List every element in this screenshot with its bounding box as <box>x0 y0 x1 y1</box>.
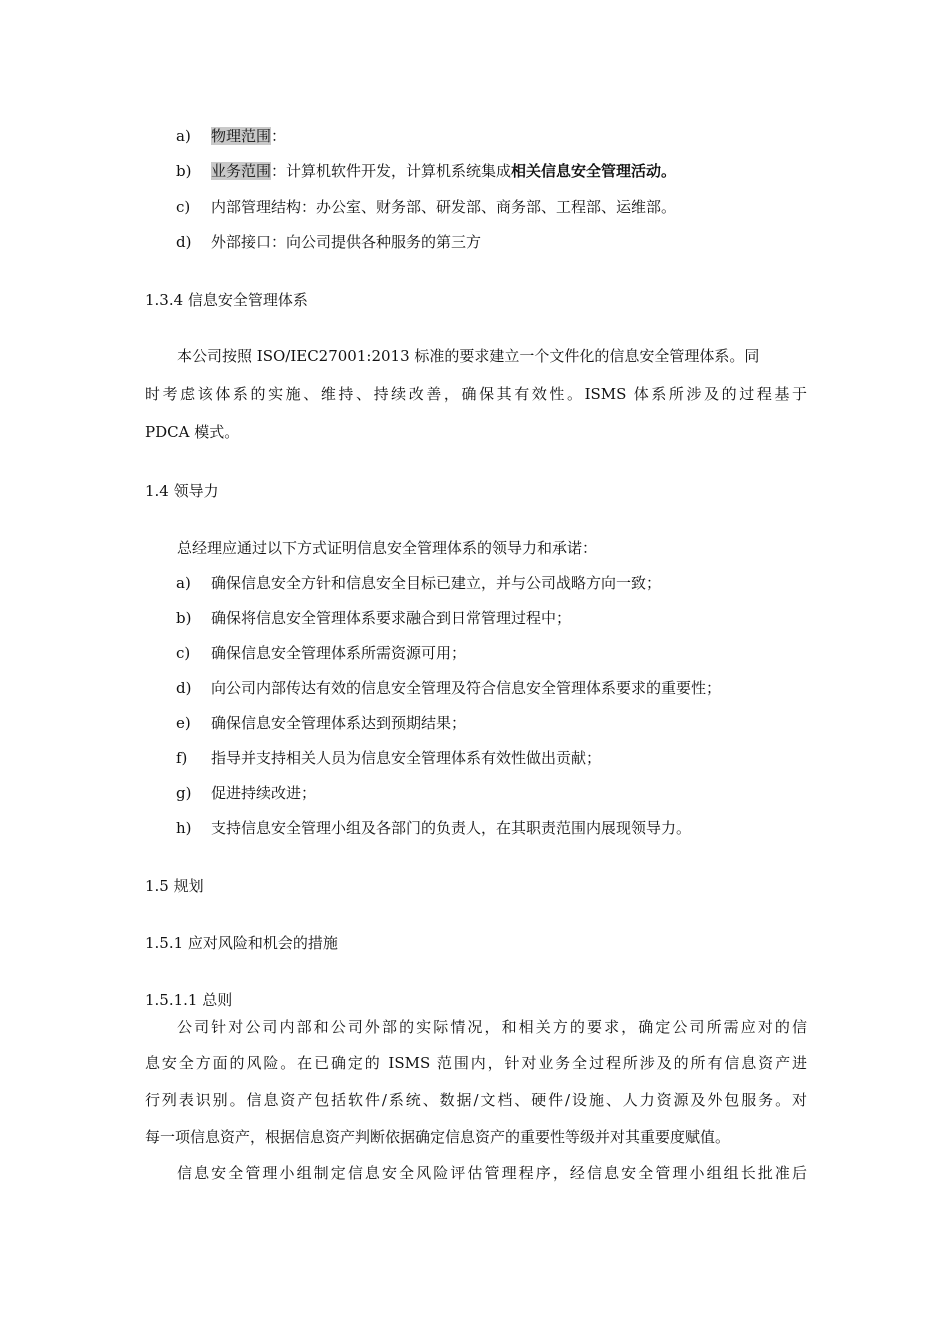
list-label: b) <box>176 609 192 627</box>
section-heading-1-5: 1.5 规划 <box>145 877 204 895</box>
highlighted-term: 业务范围 <box>211 162 272 180</box>
list-text: 确保信息安全管理体系所需资源可用； <box>211 644 467 662</box>
list-label: c) <box>176 198 191 216</box>
list-text: 确保信息安全管理体系达到预期结果； <box>211 714 467 732</box>
list-text: 支持信息安全管理小组及各部门的负责人，在其职责范围内展现领导力。 <box>211 819 692 837</box>
list-text: ： <box>271 127 287 145</box>
paragraph-intro: 总经理应通过以下方式证明信息安全管理体系的领导力和承诺： <box>177 539 598 557</box>
list-text: 向公司内部传达有效的信息安全管理及符合信息安全管理体系要求的重要性； <box>211 679 722 697</box>
list-label: a) <box>176 127 191 145</box>
list-label: e) <box>176 714 191 732</box>
section-heading-1-3-4: 1.3.4 信息安全管理体系 <box>145 291 308 309</box>
list-label: c) <box>176 644 191 662</box>
list-label: h) <box>176 819 192 837</box>
list-label: d) <box>176 679 192 697</box>
paragraph-line: 时考虑该体系的实施、维持、持续改善，确保其有效性。ISMS 体系所涉及的过程基于 <box>145 385 807 403</box>
list-text: ：计算机软件开发，计算机系统集成 <box>271 162 512 180</box>
paragraph-line: 信息安全管理小组制定信息安全风险评估管理程序，经信息安全管理小组组长批准后 <box>177 1164 807 1182</box>
highlighted-term: 物理范围 <box>211 127 272 145</box>
list-text: 内部管理结构：办公室、财务部、研发部、商务部、工程部、运维部。 <box>211 198 677 216</box>
paragraph-line: 行列表识别。信息资产包括软件/系统、数据/文档、硬件/设施、人力资源及外包服务。对 <box>145 1091 807 1109</box>
list-text: 促进持续改进； <box>211 784 317 802</box>
list-text: 指导并支持相关人员为信息安全管理体系有效性做出贡献； <box>211 749 602 767</box>
list-label: a) <box>176 574 191 592</box>
list-label: b) <box>176 162 192 180</box>
bold-text: 相关信息安全管理活动。 <box>511 162 677 180</box>
section-heading-1-4: 1.4 领导力 <box>145 482 219 500</box>
paragraph-line: 每一项信息资产，根据信息资产判断依据确定信息资产的重要性等级并对其重要度赋值。 <box>145 1128 731 1146</box>
list-label: g) <box>176 784 192 802</box>
list-label: d) <box>176 233 192 251</box>
section-heading-1-5-1: 1.5.1 应对风险和机会的措施 <box>145 934 338 952</box>
list-text: 外部接口：向公司提供各种服务的第三方 <box>211 233 482 251</box>
list-label: f) <box>176 749 188 767</box>
paragraph-line: PDCA 模式。 <box>145 423 240 441</box>
list-text: 确保信息安全方针和信息安全目标已建立，并与公司战略方向一致； <box>211 574 662 592</box>
list-text: 确保将信息安全管理体系要求融合到日常管理过程中； <box>211 609 572 627</box>
paragraph-line: 本公司按照 ISO/IEC27001:2013 标准的要求建立一个文件化的信息安全管理体系。同 <box>177 347 760 365</box>
paragraph-line: 公司针对公司内部和公司外部的实际情况，和相关方的要求，确定公司所需应对的信 <box>177 1018 807 1036</box>
paragraph-line: 息安全方面的风险。在已确定的 ISMS 范围内，针对业务全过程所涉及的所有信息资产进 <box>145 1054 807 1072</box>
section-heading-1-5-1-1: 1.5.1.1 总则 <box>145 991 233 1009</box>
